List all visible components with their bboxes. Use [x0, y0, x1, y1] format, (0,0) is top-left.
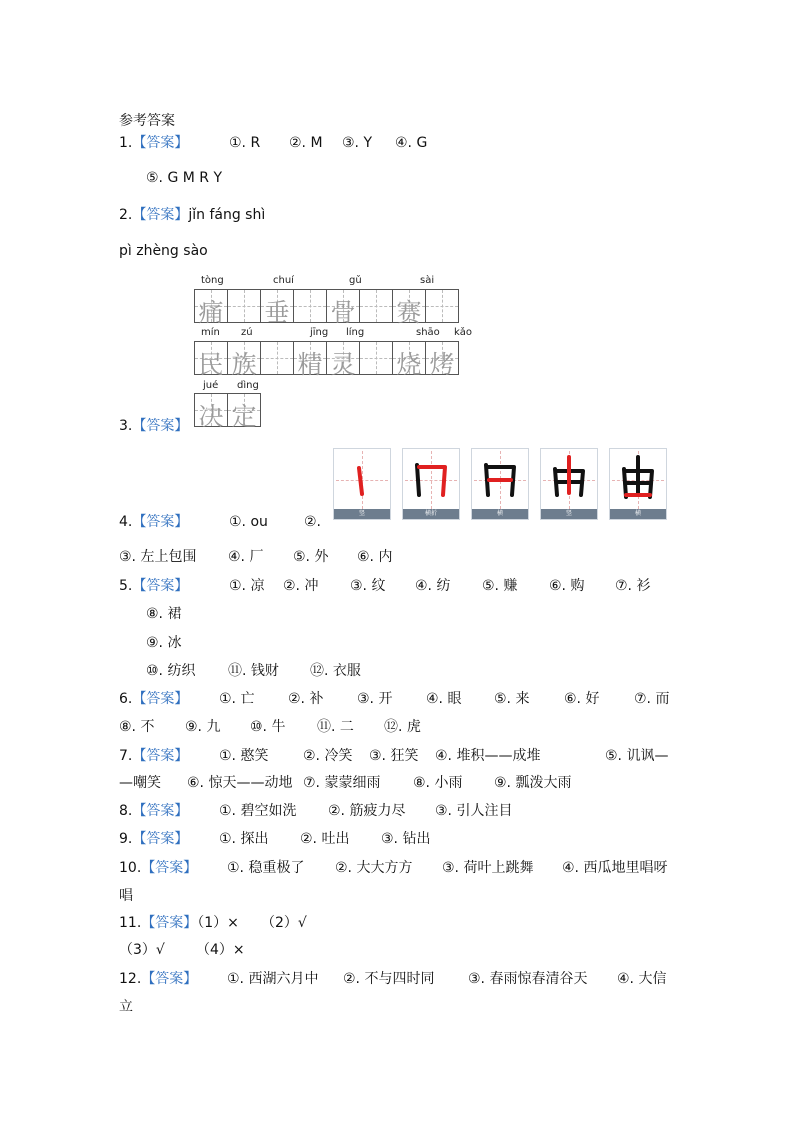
q1-item-3: ③. Y — [342, 135, 373, 151]
q10-line2: 唱 — [119, 888, 133, 904]
q10-line1: 10.【答案】 ①. 稳重极了 ②. 大大方方 ③. 荷叶上跳舞 ④. 西瓜地里唱呀 — [119, 860, 668, 876]
answer-tag: 【答案】 — [141, 915, 198, 931]
stroke-label: 竖 — [334, 509, 390, 519]
q3-pinyin: gǔ — [349, 275, 362, 286]
q11-line1: 11.【答案】（1）× （2）√ — [119, 915, 307, 931]
answer-tag: 【答案】 — [132, 514, 189, 530]
stroke-label: 横折 — [403, 509, 459, 519]
q3-grid-row2 — [194, 341, 458, 379]
q3-pinyin: líng — [346, 327, 365, 338]
answer-tag: 【答案】 — [141, 860, 198, 876]
q3-pinyin: jué — [203, 380, 219, 391]
q9-line: 9.【答案】 ①. 探出 ②. 吐出 ③. 钻出 — [119, 831, 431, 847]
tianzige-cell: 精 — [293, 341, 327, 375]
q3-line — [119, 416, 188, 436]
tianzige-cell: 痛 — [194, 289, 228, 323]
tianzige-cell: 决 — [194, 393, 228, 427]
q11-number: 11. — [119, 915, 142, 931]
q12-number: 12. — [119, 971, 142, 987]
q9-number: 9. — [119, 831, 133, 847]
q5-line2: ⑧. 裙 — [146, 606, 182, 622]
q2-line2: pì zhèng sào — [119, 243, 208, 259]
answer-tag: 【答案】 — [132, 578, 189, 594]
q1-number: 1. — [119, 135, 133, 151]
q12-line2: 立 — [119, 999, 133, 1015]
tianzige-cell — [260, 341, 294, 375]
page-title: 参考答案 — [119, 113, 175, 129]
q1-line1 — [119, 133, 428, 153]
q3-pinyin: zú — [241, 327, 253, 338]
stroke-hengzhe-image — [403, 449, 461, 511]
q3-pinyin: sài — [420, 275, 435, 286]
q3-pinyin: mín — [201, 327, 220, 338]
tianzige-cell: 垂 — [260, 289, 294, 323]
tianzige-cell — [359, 289, 393, 323]
q10-number: 10. — [119, 860, 142, 876]
q1-item-1: ①. R — [229, 135, 261, 151]
q6-line1: 6.【答案】 ①. 亡 ②. 补 ③. 开 ④. 眼 ⑤. 来 ⑥. 好 ⑦. 而 — [119, 691, 670, 707]
tianzige-cell — [227, 289, 261, 323]
answer-tag: 【答案】 — [132, 803, 189, 819]
q3-grid-row3 — [194, 393, 260, 431]
q4-item-2: ②. — [304, 514, 322, 530]
q3-pinyin: tòng — [201, 275, 224, 286]
q2-pinyin-1: jǐn fáng shì — [188, 207, 266, 223]
q5-number: 5. — [119, 578, 133, 594]
tianzige-cell — [293, 289, 327, 323]
tianzige-cell — [359, 341, 393, 375]
stroke-step-4 — [540, 448, 598, 520]
q4-number: 4. — [119, 514, 133, 530]
q2-number: 2. — [119, 207, 133, 223]
answer-tag: 【答案】 — [132, 135, 189, 151]
q3-pinyin: kǎo — [454, 327, 473, 338]
answer-tag: 【答案】 — [132, 418, 189, 434]
q5-line1: 5.【答案】 ①. 凉 ②. 冲 ③. 纹 ④. 纺 ⑤. 赚 ⑥. 购 ⑦. 衫 — [119, 578, 651, 594]
answer-tag: 【答案】 — [132, 691, 189, 707]
stroke-shu-image — [334, 449, 392, 511]
q7-number: 7. — [119, 748, 133, 764]
q4-line1 — [119, 512, 322, 532]
stroke-label: 横 — [610, 509, 666, 519]
q3-pinyin: chuí — [273, 275, 294, 286]
stroke-label: 横 — [472, 509, 528, 519]
tianzige-cell: 烧 — [392, 341, 426, 375]
stroke-step-5 — [609, 448, 667, 520]
q8-number: 8. — [119, 803, 133, 819]
answer-tag: 【答案】 — [132, 207, 189, 223]
tianzige-cell: 赛 — [392, 289, 426, 323]
answer-tag: 【答案】 — [141, 971, 198, 987]
q3-pinyin: jīng — [310, 327, 329, 338]
q1-line2: ⑤. G M R Y — [146, 170, 223, 186]
stroke-complete-you-image — [610, 449, 668, 511]
answer-tag: 【答案】 — [132, 748, 189, 764]
q1-item-4: ④. G — [395, 135, 428, 151]
q3-pinyin: shāo — [416, 327, 440, 338]
q8-line: 8.【答案】 ①. 碧空如洗 ②. 筋疲力尽 ③. 引人注目 — [119, 803, 513, 819]
stroke-step-1 — [333, 448, 391, 520]
stroke-step-3 — [471, 448, 529, 520]
q6-number: 6. — [119, 691, 133, 707]
tianzige-cell: 骨 — [326, 289, 360, 323]
q3-grid-row1 — [194, 289, 458, 327]
tianzige-cell — [425, 289, 459, 323]
q3-number: 3. — [119, 418, 133, 434]
q4-item-1: ①. ou — [229, 514, 268, 530]
tianzige-cell: 烤 — [425, 341, 459, 375]
stroke-label: 竖 — [541, 509, 597, 519]
q7-line1: 7.【答案】 ①. 憨笑 ②. 冷笑 ③. 狂笑 ④. 堆积——成堆 ⑤. 讥讽— — [119, 748, 669, 764]
tianzige-cell: 族 — [227, 341, 261, 375]
answer-tag: 【答案】 — [132, 831, 189, 847]
q5-line3: ⑨. 冰 — [146, 635, 182, 651]
q1-item-2: ②. M — [289, 135, 323, 151]
stroke-heng-image — [472, 449, 530, 511]
q3-pinyin: dìng — [237, 380, 259, 391]
stroke-shu-image — [541, 449, 599, 511]
stroke-step-2 — [402, 448, 460, 520]
tianzige-cell: 灵 — [326, 341, 360, 375]
q12-line1: 12.【答案】 ①. 西湖六月中 ②. 不与四时同 ③. 春雨惊春清谷天 ④. 大信 — [119, 971, 667, 987]
tianzige-cell: 民 — [194, 341, 228, 375]
q2-line1 — [119, 205, 265, 225]
tianzige-cell: 定 — [227, 393, 261, 427]
